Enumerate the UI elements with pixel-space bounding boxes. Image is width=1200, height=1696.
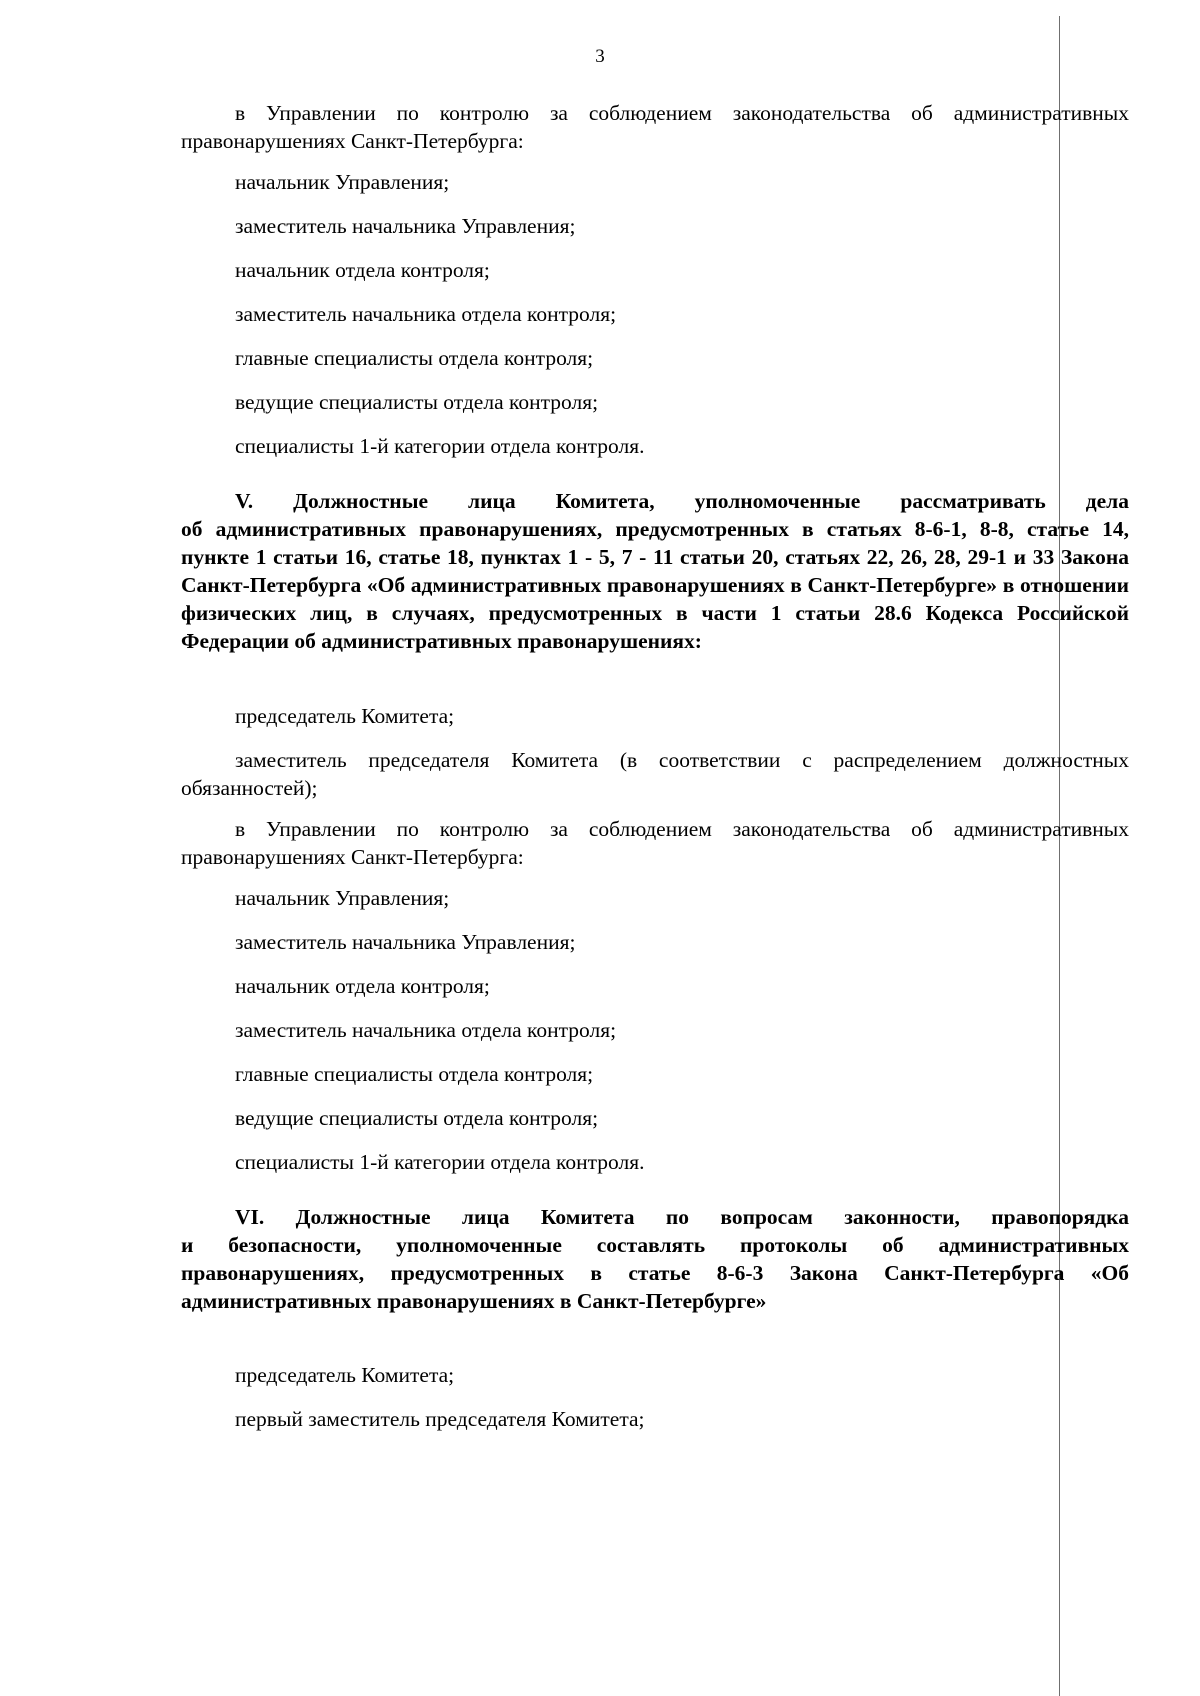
list-item: специалисты 1-й категории отдела контроля. (235, 1150, 645, 1174)
heading-first-line: VI. Должностные лица Комитета по вопросам законности, правопорядка (235, 1205, 1129, 1229)
list-item: ведущие специалисты отдела контроля; (235, 390, 599, 414)
list-item: председатель Комитета; (235, 704, 455, 728)
heading-first-line: V. Должностные лица Комитета, уполномоченные рассматривать дела (235, 489, 1129, 513)
list-item: начальник отдела контроля; (235, 974, 490, 998)
paragraph-deputy-chairman (181, 746, 1129, 802)
list-item: главные специалисты отдела контроля; (235, 346, 594, 370)
list-item: председатель Комитета; (235, 1363, 455, 1387)
list-item: начальник отдела контроля; (235, 258, 490, 282)
paragraph-first-line: в Управлении по контролю за соблюдением законодательства об административных (235, 101, 1129, 125)
list-item: начальник Управления; (235, 886, 450, 910)
list-item: ведущие специалисты отдела контроля; (235, 1106, 599, 1130)
list-item: первый заместитель председателя Комитета; (235, 1407, 645, 1431)
paragraph-first-line: заместитель председателя Комитета (в соответствии с распределением должностных (235, 748, 1129, 772)
paragraph-directorate (181, 815, 1129, 871)
list-item: заместитель начальника отдела контроля; (235, 302, 617, 326)
paragraph-directorate (181, 99, 1129, 155)
list-item: главные специалисты отдела контроля; (235, 1062, 594, 1086)
list-item: заместитель начальника Управления; (235, 214, 576, 238)
heading-continuation: и безопасности, уполномоченные составлять протоколы об административных правонарушениях, предусмотренных в статье 8-6-3 Закона Санкт-Петербурга «Об административных правонарушениях в Санкт-Петербурге» (181, 1233, 1129, 1313)
list-item: заместитель начальника Управления; (235, 930, 576, 954)
paragraph-continuation: обязанностей); (181, 776, 318, 800)
list-item: специалисты 1-й категории отдела контроля. (235, 434, 645, 458)
paragraph-first-line: в Управлении по контролю за соблюдением законодательства об административных (235, 817, 1129, 841)
paragraph-continuation: правонарушениях Санкт-Петербурга: (181, 129, 524, 153)
paragraph-continuation: правонарушениях Санкт-Петербурга: (181, 845, 524, 869)
list-item: начальник Управления; (235, 170, 450, 194)
list-item: заместитель начальника отдела контроля; (235, 1018, 617, 1042)
page-number: 3 (595, 46, 605, 67)
heading-continuation: об административных правонарушениях, предусмотренных в статьях 8-6-1, 8-8, статье 14, пункте 1 статьи 16, статье 18, пунктах 1 - 5, 7 - 11 статьи 20, статьях 22, 26, 28, 29-1 и 33 Закона Санкт-Петербурга «Об административных правонарушениях в Санкт-Петербурге» в отношении физических лиц, в случаях, предусмотренных в части 1 статьи 28.6 Кодекса Российской Федерации об административных правонарушениях: (181, 517, 1129, 653)
section-heading-vi (181, 1203, 1129, 1315)
section-heading-v (181, 487, 1129, 655)
